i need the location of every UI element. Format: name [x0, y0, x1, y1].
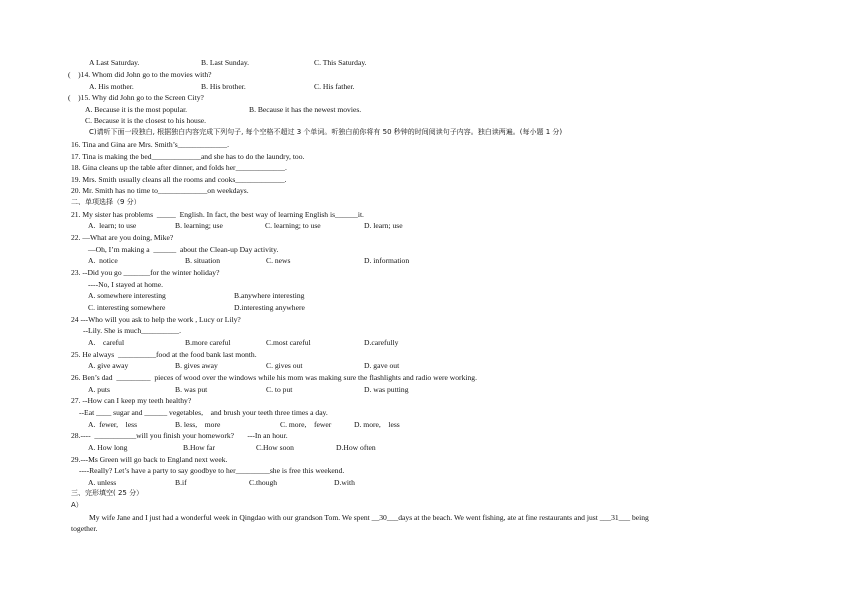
- q29-reply: ----Really? Let’s have a party to say goodbye to her_________she is free this weekend.: [79, 466, 345, 475]
- q22-stem: 22. —What are you doing, Mike?: [71, 233, 174, 242]
- q22-reply: —Oh, I’m making a ______ about the Clean-up Day activity.: [88, 245, 279, 254]
- q29-option-b: B.if: [175, 478, 187, 487]
- q15-option-a: A. Because it is the most popular.: [85, 105, 188, 114]
- q27-option-c: C. more, fewer: [280, 420, 332, 429]
- fill-in-16: 16. Tina and Gina are Mrs. Smith’s_____________.: [71, 140, 229, 149]
- q24-option-a: A. careful: [88, 338, 125, 347]
- q23-option-a: A. somewhere interesting: [88, 291, 166, 300]
- q24-option-d: D.carefully: [364, 338, 399, 347]
- part2-heading: 二、单项选择（9 分）: [71, 198, 141, 206]
- q22-option-a: A. notice: [88, 256, 118, 265]
- q28-option-c: C.How soon: [256, 443, 294, 452]
- q21-option-d: D. learn; use: [364, 221, 403, 230]
- q24-option-b: B.more careful: [185, 338, 231, 347]
- q13-option-b: B. Last Sunday.: [201, 58, 250, 67]
- q26-stem: 26. Ben’s dad _________ pieces of wood over the windows while his mom was making sure the flashlights and radio were working.: [71, 373, 477, 382]
- q28-option-a: A. How long: [88, 443, 128, 452]
- q28-option-b: B.How far: [183, 443, 216, 452]
- q21-option-c: C. learning; to use: [265, 221, 321, 230]
- q26-option-d: D. was putting: [364, 385, 409, 394]
- q14-stem: ( )14. Whom did John go to the movies with?: [68, 70, 212, 79]
- passage-label: A）: [71, 501, 83, 509]
- q22-option-b: B. situation: [185, 256, 221, 265]
- q14-option-a: A. His mother.: [89, 82, 134, 91]
- q29-option-c: C.though: [249, 478, 278, 487]
- q21-stem: 21. My sister has problems _____ English. In fact, the best way of learning English is______it.: [71, 210, 364, 219]
- q15-option-c: C. Because it is the closest to his house.: [85, 116, 207, 125]
- q27-option-b: B. less, more: [175, 420, 221, 429]
- part3-heading: 三、完形填空( 25 分）: [71, 489, 144, 497]
- q26-option-b: B. was put: [175, 385, 208, 394]
- q23-reply: ----No, I stayed at home.: [88, 280, 164, 289]
- q23-option-c: C. interesting somewhere: [88, 303, 166, 312]
- q29-option-a: A. unless: [88, 478, 117, 487]
- q24-reply: --Lily. She is much__________.: [83, 326, 182, 335]
- q21-option-a: A. learn; to use: [88, 221, 137, 230]
- q28-option-d: D.How often: [336, 443, 376, 452]
- q14-option-c: C. His father.: [314, 82, 355, 91]
- q25-option-b: B. gives away: [175, 361, 218, 370]
- q22-option-d: D. information: [364, 256, 410, 265]
- q27-reply: --Eat ____ sugar and ______ vegetables, and brush your teeth three times a day.: [79, 408, 328, 417]
- q25-option-c: C. gives out: [266, 361, 303, 370]
- q27-option-d: D. more, less: [354, 420, 400, 429]
- q13-option-c: C. This Saturday.: [314, 58, 367, 67]
- q21-option-b: B. learning; use: [175, 221, 223, 230]
- q27-stem: 27. --How can I keep my teeth healthy?: [71, 396, 192, 405]
- fill-in-19: 19. Mrs. Smith usually cleans all the rooms and cooks_____________.: [71, 175, 287, 184]
- q15-option-b: B. Because it has the newest movies.: [249, 105, 362, 114]
- q29-stem: 29.---Ms Green will go back to England next week.: [71, 455, 228, 464]
- q13-option-a: A Last Saturday.: [89, 58, 140, 67]
- fill-in-18: 18. Gina cleans up the table after dinner, and folds her_____________.: [71, 163, 287, 172]
- passage-line-2: together.: [71, 524, 98, 533]
- q24-option-c: C.most careful: [266, 338, 311, 347]
- section-c-instruction: C)请听下面一段独白, 根据独白内容完成下列句子, 每个空格不超过 3 个单词。听独白前你将有 50 秒钟的时间阅读句子内容。独白读两遍。(每小题 1 分): [89, 128, 563, 136]
- q15-stem: ( )15. Why did John go to the Screen City?: [68, 93, 204, 102]
- passage-line-1: My wife Jane and I just had a wonderful week in Qingdao with our grandson Tom. We spent __30___days at the beach. We went fishing, ate at fine restaurants and just ___31___ being: [89, 513, 649, 522]
- q26-option-a: A. puts: [88, 385, 110, 394]
- q25-stem: 25. He always __________food at the food bank last month.: [71, 350, 257, 359]
- fill-in-20: 20. Mr. Smith has no time to_____________on weekdays.: [71, 186, 249, 195]
- q26-option-c: C. to put: [266, 385, 293, 394]
- q27-option-a: A. fewer, less: [88, 420, 138, 429]
- q23-option-d: D.interesting anywhere: [234, 303, 305, 312]
- fill-in-17: 17. Tina is making the bed_____________and she has to do the laundry, too.: [71, 152, 305, 161]
- q23-option-b: B.anywhere interesting: [234, 291, 305, 300]
- q22-option-c: C. news: [266, 256, 291, 265]
- q25-option-a: A. give away: [88, 361, 129, 370]
- q28-stem: 28.---- ___________will you finish your homework? ---In an hour.: [71, 431, 288, 440]
- q14-option-b: B. His brother.: [201, 82, 246, 91]
- q25-option-d: D. gave out: [364, 361, 400, 370]
- q23-stem: 23. --Did you go _______for the winter holiday?: [71, 268, 220, 277]
- q29-option-d: D.with: [334, 478, 355, 487]
- q24-stem: 24 ---Who will you ask to help the work , Lucy or Lily?: [71, 315, 241, 324]
